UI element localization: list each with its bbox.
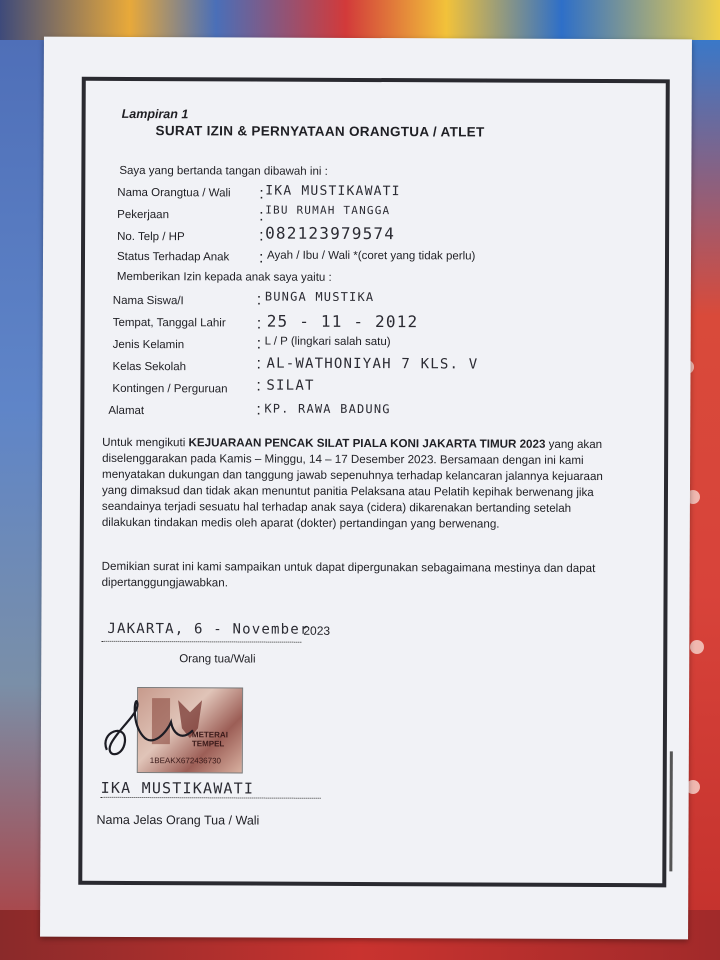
handwritten-value: AL-WATHONIYAH 7 KLS. V <box>266 355 479 373</box>
child-field-class: Kelas Sekolah : AL-WATHONIYAH 7 KLS. V <box>112 355 479 374</box>
signer-caption: Nama Jelas Orang Tua / Wali <box>96 812 260 828</box>
parent-field-occupation: Pekerjaan : IBU RUMAH TANGGA <box>117 203 391 225</box>
field-value: Ayah / Ibu / Wali *(coret yang tidak perlu) <box>266 249 476 263</box>
child-field-address: Alamat : KP. RAWA BADUNG <box>108 401 391 419</box>
intro-line: Saya yang bertanda tangan dibawah ini : <box>119 164 328 178</box>
child-field-contingent: Kontingen / Perguruan : SILAT <box>112 377 315 396</box>
field-label: Kontingen / Perguruan <box>112 382 228 396</box>
field-label: Pekerjaan <box>117 208 170 222</box>
field-label: Alamat <box>108 404 145 418</box>
body-prefix: Untuk mengikuti <box>102 435 189 450</box>
event-name: KEJUARAAN PENCAK SILAT PIALA KONI JAKARTA TIMUR 2023 <box>188 436 546 451</box>
field-label: No. Telp / HP <box>117 230 185 244</box>
handwritten-value: SILAT <box>266 377 315 394</box>
handwritten-value: IKA MUSTIKAWATI <box>265 183 401 200</box>
stamp-serial: 1BEAKX672436730 <box>149 756 221 766</box>
handwritten-value: 25 - 11 - 2012 <box>266 311 419 332</box>
handwritten-value: IBU RUMAH TANGGA <box>265 203 391 218</box>
stamp-label: METERAI TEMPEL <box>191 730 228 749</box>
signature-image <box>97 692 227 773</box>
closing-paragraph: Demikian surat ini kami sampaikan untuk dapat dipergunakan sebagaimana mestinya dan dapat dipertanggungjawabkan. <box>101 559 596 590</box>
field-label: Tempat, Tanggal Lahir <box>112 316 226 330</box>
field-label: Status Terhadap Anak <box>116 250 230 264</box>
field-value: L / P (lingkari salah satu) <box>264 335 391 349</box>
paper-edge-mark <box>669 751 673 871</box>
signer-role: Orang tua/Wali <box>179 653 256 666</box>
parent-field-phone: No. Telp / HP : 082123979574 <box>117 223 396 245</box>
child-field-gender: Jenis Kelamin : L / P (lingkari salah satu) <box>112 335 391 353</box>
body-paragraph <box>102 435 622 533</box>
document-title: SURAT IZIN & PERNYATAAN ORANGTUA / ATLET <box>155 123 485 140</box>
parent-field-status: Status Terhadap Anak : Ayah / Ibu / Wali *(coret yang tidak perlu) <box>116 249 476 267</box>
handwritten-value: KP. RAWA BADUNG <box>264 401 391 417</box>
handwritten-value: 082123979574 <box>265 223 396 244</box>
handwritten-value: BUNGA MUSTIKA <box>264 289 375 305</box>
permission-line: Memberikan Izin kepada anak saya yaitu : <box>116 270 332 284</box>
field-label: Nama Siswa/I <box>112 294 184 308</box>
child-field-birth: Tempat, Tanggal Lahir : 25 - 11 - 2012 <box>112 311 419 333</box>
handwritten-signer-name: IKA MUSTIKAWATI <box>100 778 255 798</box>
field-label: Kelas Sekolah <box>112 360 187 374</box>
appendix-label: Lampiran 1 <box>121 106 189 122</box>
document-sheet <box>40 37 692 940</box>
parent-field-name: Nama Orangtua / Wali : IKA MUSTIKAWATI <box>117 183 401 203</box>
body-text: yang akan diselenggarakan pada Kamis – Minggu, 14 – 17 Desember 2023. Bersamaan dengan ini kami menyatakan dukungan dan tanggung jawab sepenuhnya terhadap kelancaran jalannya kejuaraan yang dimaksud dan tidak akan menuntut panitia Pelaksana atau Pelatih kepihak berwenang jika seandainya terjadi sesuatu hal terhadap anak saya (cidera) dikarenakan bertanding setelah dilakukan tindakan medis oleh aparat (dokter) pertandingan yang berwenang. <box>101 437 603 531</box>
child-field-name: Nama Siswa/I : BUNGA MUSTIKA <box>112 289 375 309</box>
handwritten-place-date: JAKARTA, 6 - November <box>107 620 310 638</box>
field-label: Nama Orangtua / Wali <box>117 186 231 200</box>
field-label: Jenis Kelamin <box>112 338 185 352</box>
year: 2023 <box>303 623 331 638</box>
